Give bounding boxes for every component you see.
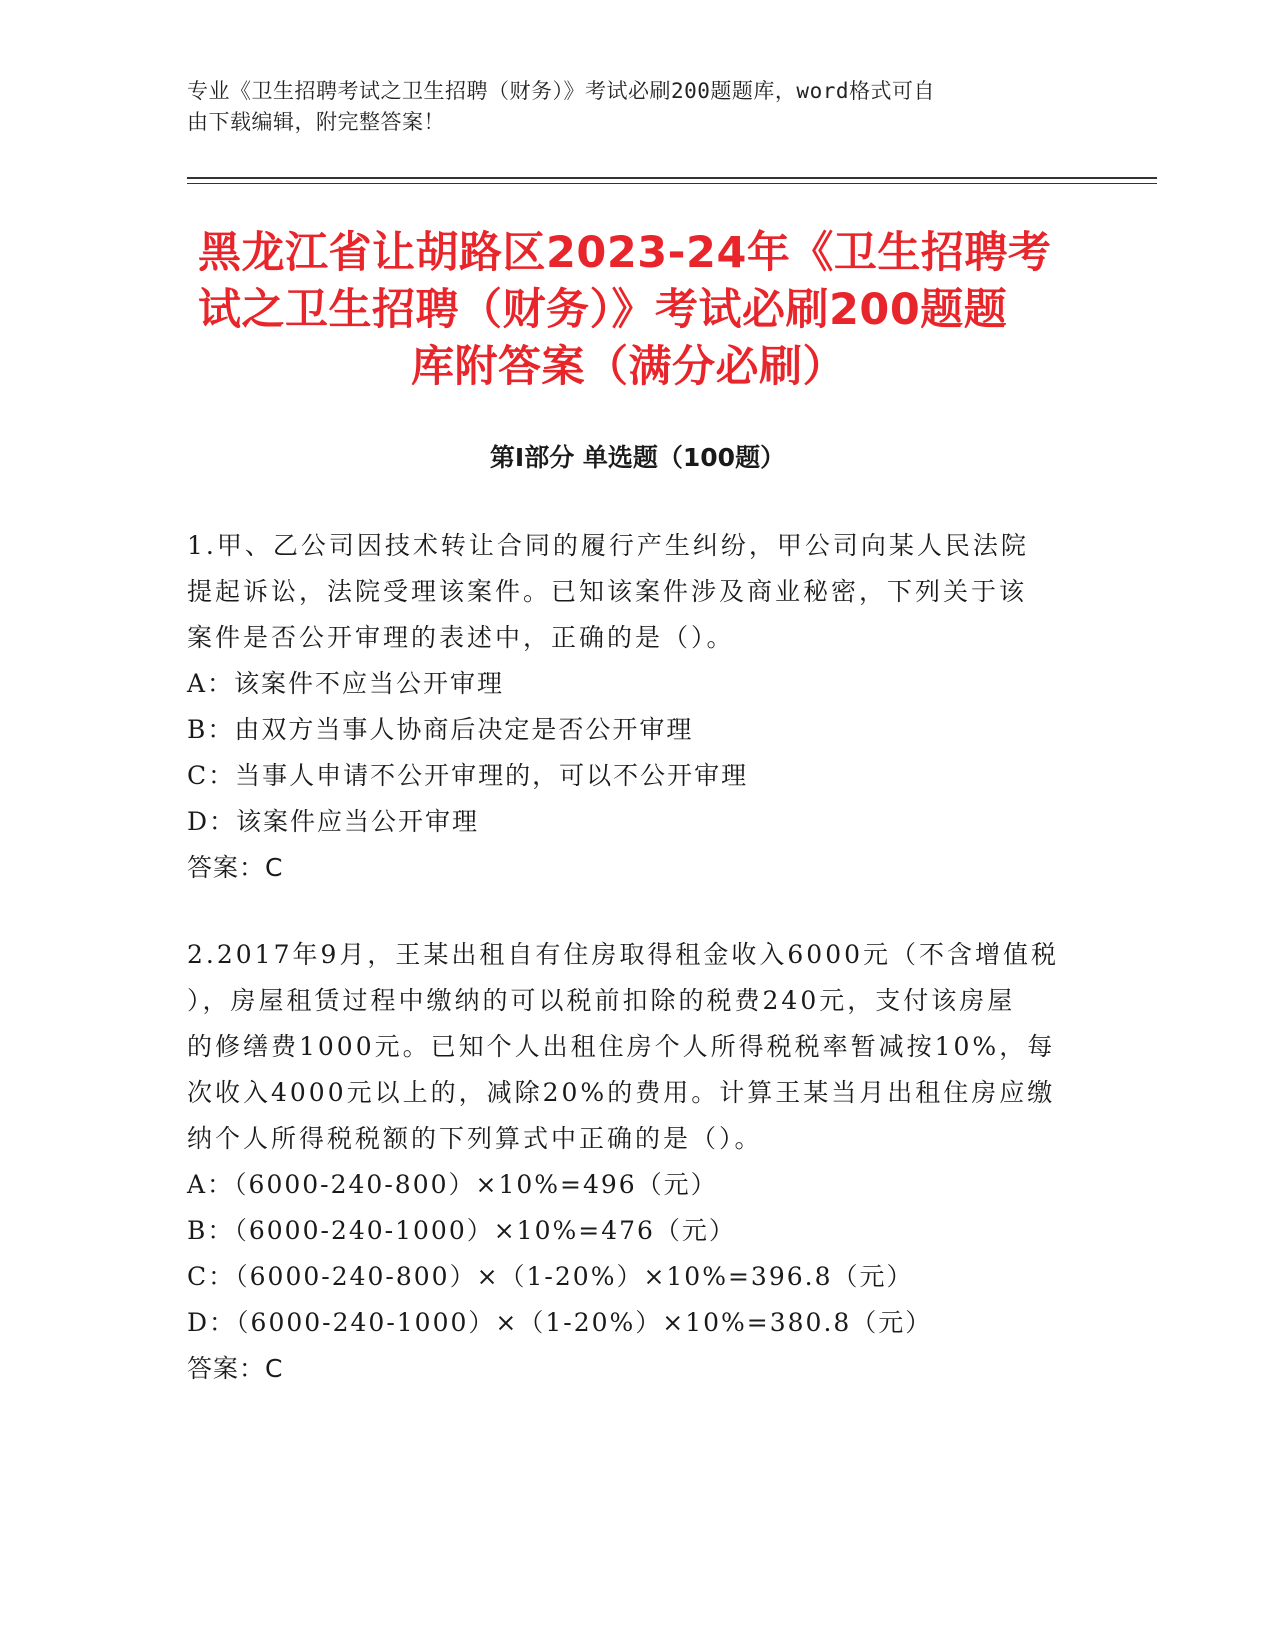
option-d: D：该案件应当公开审理	[187, 807, 480, 836]
option-c: C：当事人申请不公开审理的，可以不公开审理	[187, 761, 749, 790]
header-divider-thin	[187, 183, 1157, 184]
option-c: C：（6000-240-800）×（1-20%）×10%=396.8（元）	[187, 1262, 914, 1291]
option-d: D：（6000-240-1000）×（1-20%）×10%=380.8（元）	[187, 1308, 933, 1337]
question-stem-line: 次收入4000元以上的，减除20%的费用。计算王某当月出租住房应缴	[187, 1078, 1056, 1107]
question-stem	[187, 932, 1087, 1162]
question-stem-line: 提起诉讼，法院受理该案件。已知该案件涉及商业秘密，下列关于该	[187, 577, 1028, 606]
question-stem-line: ），房屋租赁过程中缴纳的可以税前扣除的税费240元，支付该房屋	[187, 986, 1016, 1015]
question-stem-line: 2.2017年9月，王某出租自有住房取得租金收入6000元（不含增值税	[187, 940, 1060, 969]
title-line: 黑龙江省让胡路区2023-24年《卫生招聘考	[198, 228, 1052, 278]
question-stem	[187, 523, 1087, 661]
option-b: B：（6000-240-1000）×10%=476（元）	[187, 1216, 736, 1245]
question-1	[187, 523, 1087, 891]
header-note-line: 由下载编辑，附完整答案！	[187, 110, 445, 134]
section-title: 第Ⅰ部分 单选题（100题）	[489, 443, 786, 472]
question-2	[187, 932, 1087, 1392]
header-note-line: 专业《卫生招聘考试之卫生招聘（财务）》考试必刷200题题库，word格式可自	[187, 79, 935, 103]
question-stem-line: 的修缮费1000元。已知个人出租住房个人所得税税率暂减按10%，每	[187, 1032, 1056, 1061]
question-stem-line: 纳个人所得税税额的下列算式中正确的是（）。	[187, 1124, 763, 1153]
header-divider	[187, 177, 1157, 179]
question-stem-line: 1.甲、乙公司因技术转让合同的履行产生纠纷，甲公司向某人民法院	[187, 531, 1029, 560]
option-a: A：该案件不应当公开审理	[187, 669, 505, 698]
header-note	[187, 76, 1067, 138]
document-title	[198, 225, 1078, 396]
answer: 答案：C	[187, 853, 284, 882]
title-line: 库附答案（满分必刷）	[411, 342, 846, 392]
option-a: A：（6000-240-800）×10%=496（元）	[187, 1170, 718, 1199]
title-line: 试之卫生招聘（财务）》考试必刷200题题	[198, 285, 1008, 335]
question-stem-line: 案件是否公开审理的表述中，正确的是（）。	[187, 623, 735, 652]
answer: 答案：C	[187, 1354, 284, 1383]
option-b: B：由双方当事人协商后决定是否公开审理	[187, 715, 694, 744]
